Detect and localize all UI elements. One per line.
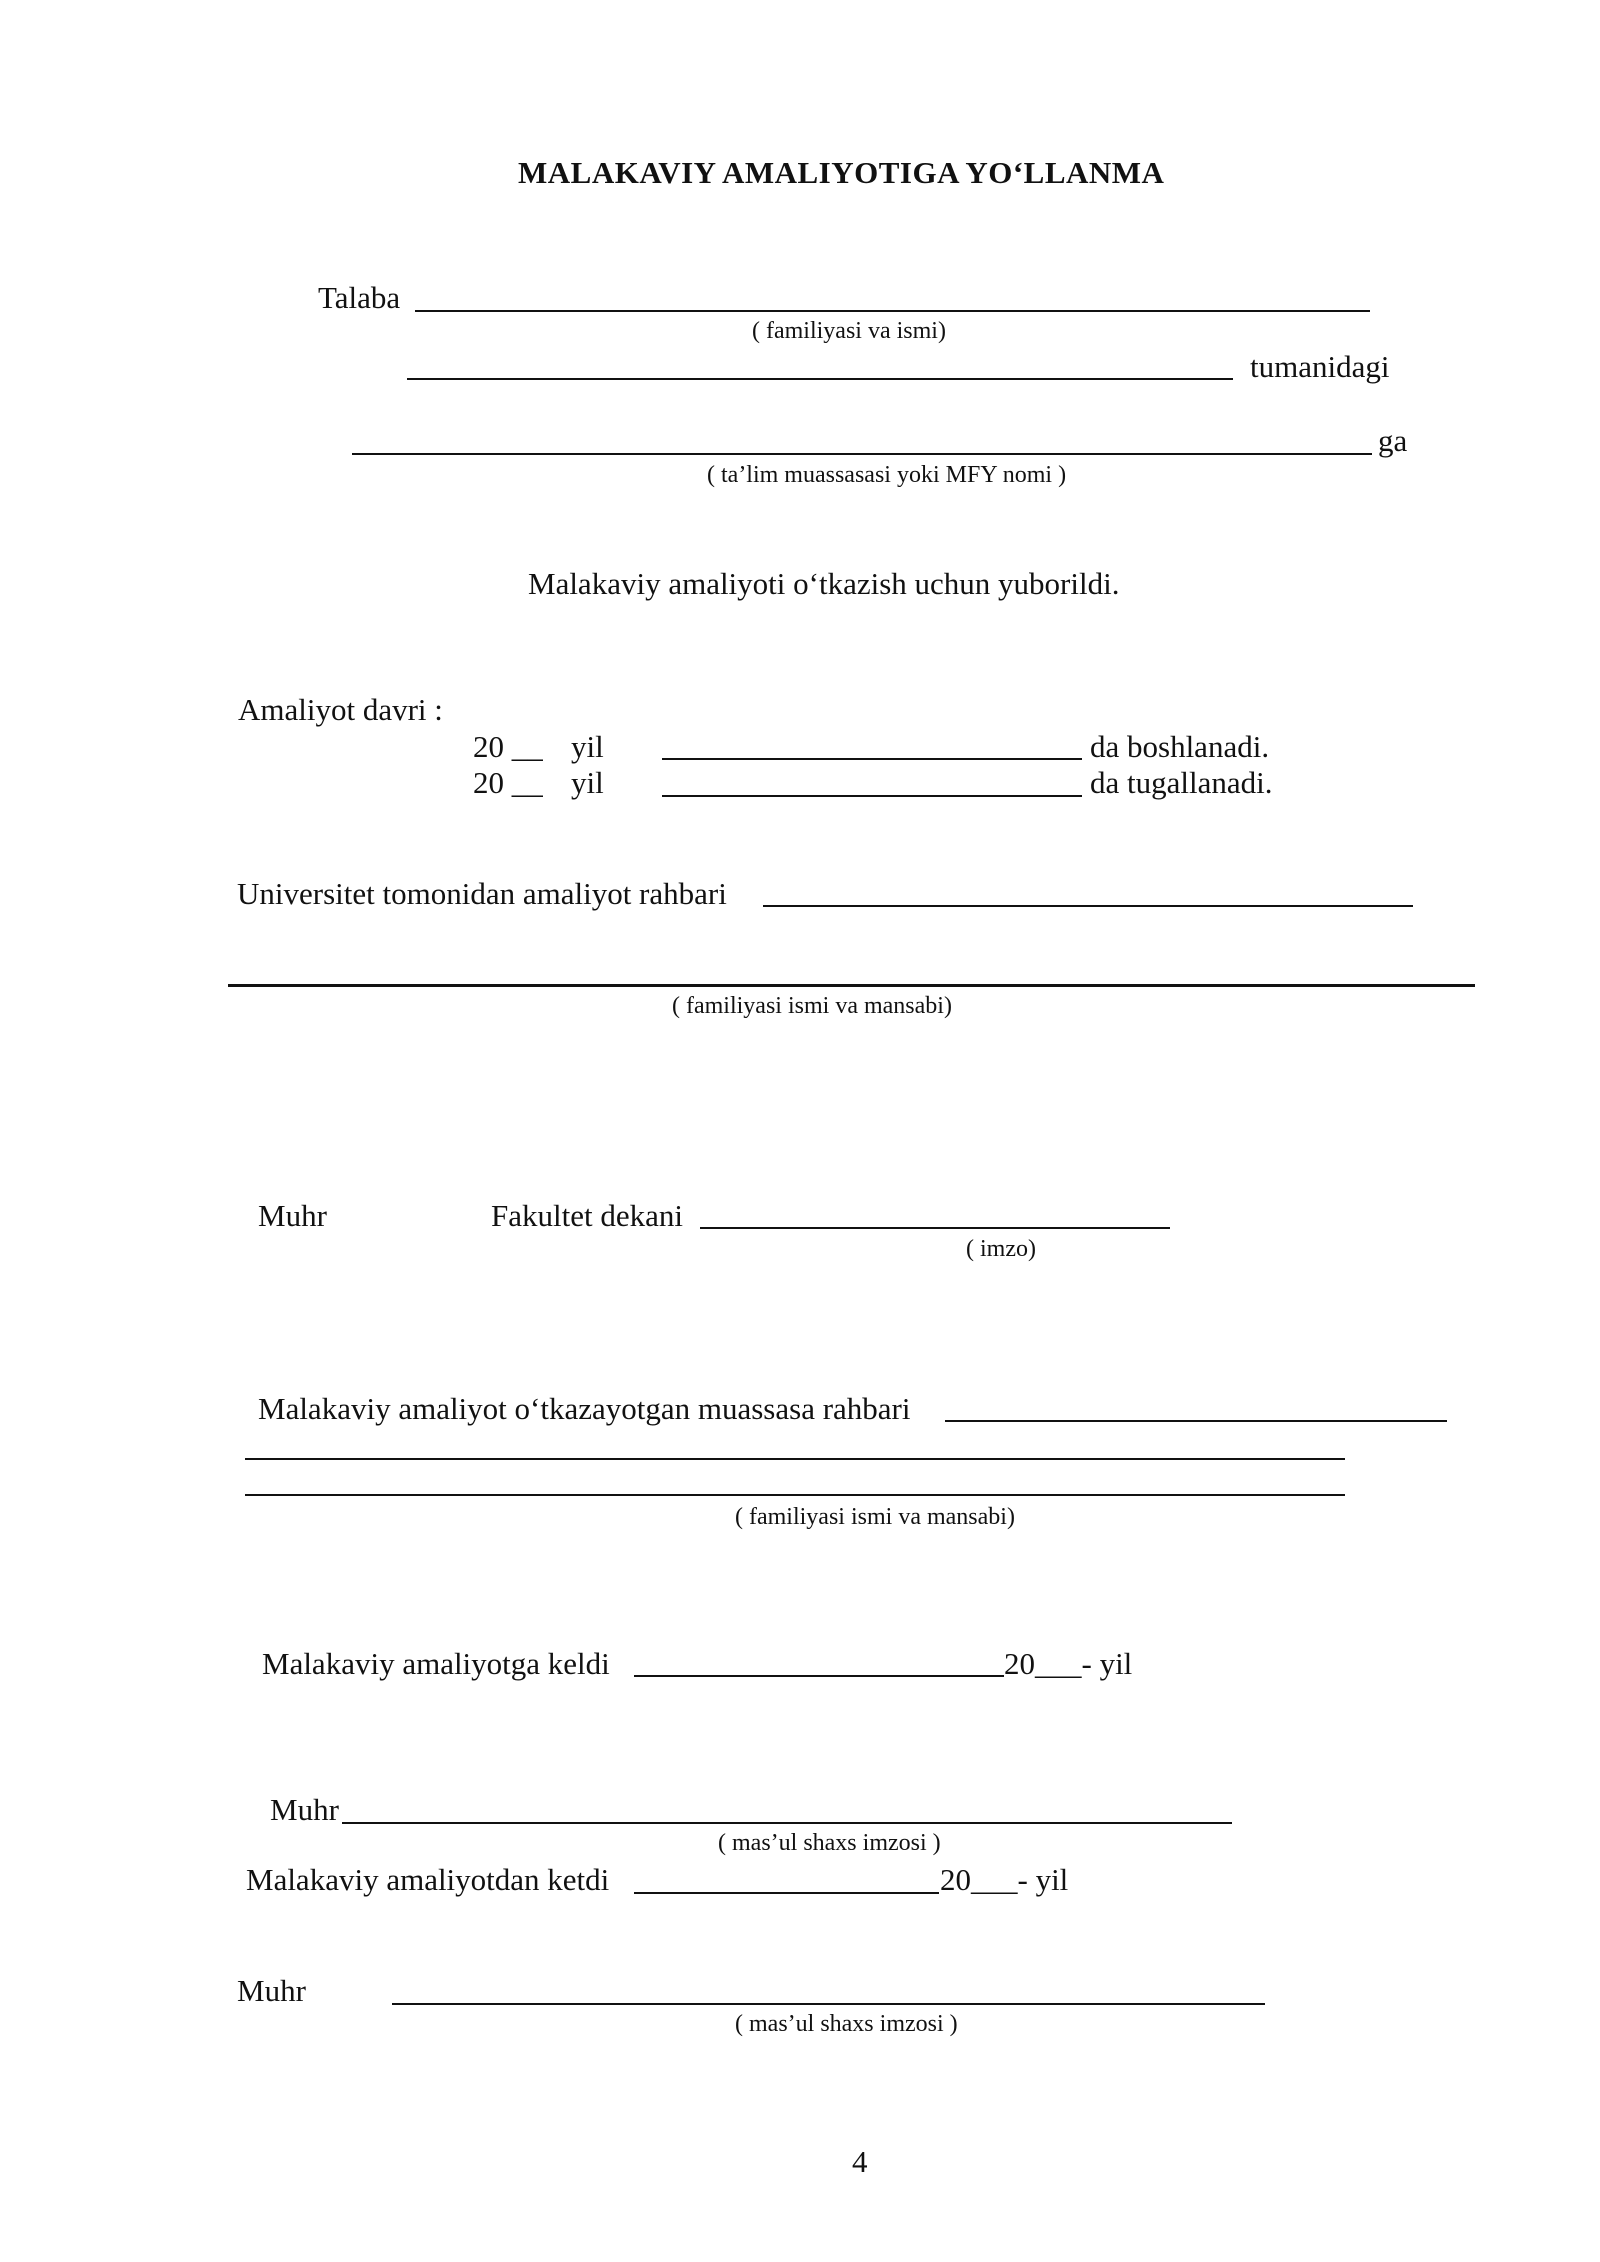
sent-text: Malakaviy amaliyoti o‘tkazish uchun yuborildi. — [528, 566, 1120, 601]
host-supervisor-caption: ( familiyasi ismi va mansabi) — [735, 1504, 1015, 1530]
university-supervisor-caption: ( familiyasi ismi va mansabi) — [672, 993, 952, 1019]
period-end-year: 20 __ — [473, 765, 543, 800]
student-name-caption: ( familiyasi va ismi) — [752, 318, 946, 344]
departed-signature-line[interactable] — [392, 2003, 1265, 2005]
period-end-yil: yil — [571, 765, 604, 800]
host-supervisor-line[interactable] — [945, 1420, 1447, 1422]
arrived-seal-label: Muhr — [270, 1792, 339, 1827]
arrived-date-line[interactable] — [634, 1675, 1004, 1677]
dean-caption: ( imzo) — [966, 1236, 1036, 1262]
departed-seal-label: Muhr — [237, 1973, 306, 2008]
period-start-year: 20 __ — [473, 729, 543, 764]
departed-label: Malakaviy amaliyotdan ketdi — [246, 1862, 610, 1897]
dean-label: Fakultet dekani — [491, 1198, 683, 1233]
arrived-label: Malakaviy amaliyotga keldi — [262, 1646, 610, 1681]
institution-suffix: ga — [1378, 423, 1408, 458]
university-supervisor-line[interactable] — [763, 905, 1413, 907]
institution-line[interactable] — [352, 453, 1372, 455]
period-start-suffix: da boshlanadi. — [1090, 729, 1270, 764]
institution-caption: ( ta’lim muassasasi yoki MFY nomi ) — [707, 462, 1067, 488]
period-start-date-line[interactable] — [662, 758, 1082, 760]
departed-caption: ( mas’ul shaxs imzosi ) — [735, 2011, 958, 2037]
period-start-yil: yil — [571, 729, 604, 764]
host-supervisor-line-2[interactable] — [245, 1458, 1345, 1460]
host-supervisor-label: Malakaviy amaliyot o‘tkazayotgan muassasa rahbari — [258, 1391, 911, 1426]
university-supervisor-line-2[interactable] — [228, 984, 1475, 987]
period-end-date-line[interactable] — [662, 795, 1082, 797]
student-name-line[interactable] — [415, 310, 1370, 312]
page-number: 4 — [852, 2144, 868, 2179]
departed-date-line[interactable] — [634, 1892, 939, 1894]
host-supervisor-line-3[interactable] — [245, 1494, 1345, 1496]
university-supervisor-label: Universitet tomonidan amaliyot rahbari — [237, 876, 727, 911]
dean-seal-label: Muhr — [258, 1198, 327, 1233]
student-label: Talaba — [318, 280, 401, 315]
page-title: MALAKAVIY AMALIYOTIGA YO‘LLANMA — [518, 155, 1165, 190]
arrived-signature-line[interactable] — [342, 1822, 1232, 1824]
departed-year: 20___- yil — [940, 1862, 1069, 1897]
dean-signature-line[interactable] — [700, 1227, 1170, 1229]
arrived-caption: ( mas’ul shaxs imzosi ) — [718, 1830, 941, 1856]
district-line[interactable] — [407, 378, 1233, 380]
arrived-year: 20___- yil — [1004, 1646, 1133, 1681]
period-label: Amaliyot davri : — [238, 692, 443, 727]
district-suffix: tumanidagi — [1250, 349, 1390, 384]
period-end-suffix: da tugallanadi. — [1090, 765, 1273, 800]
